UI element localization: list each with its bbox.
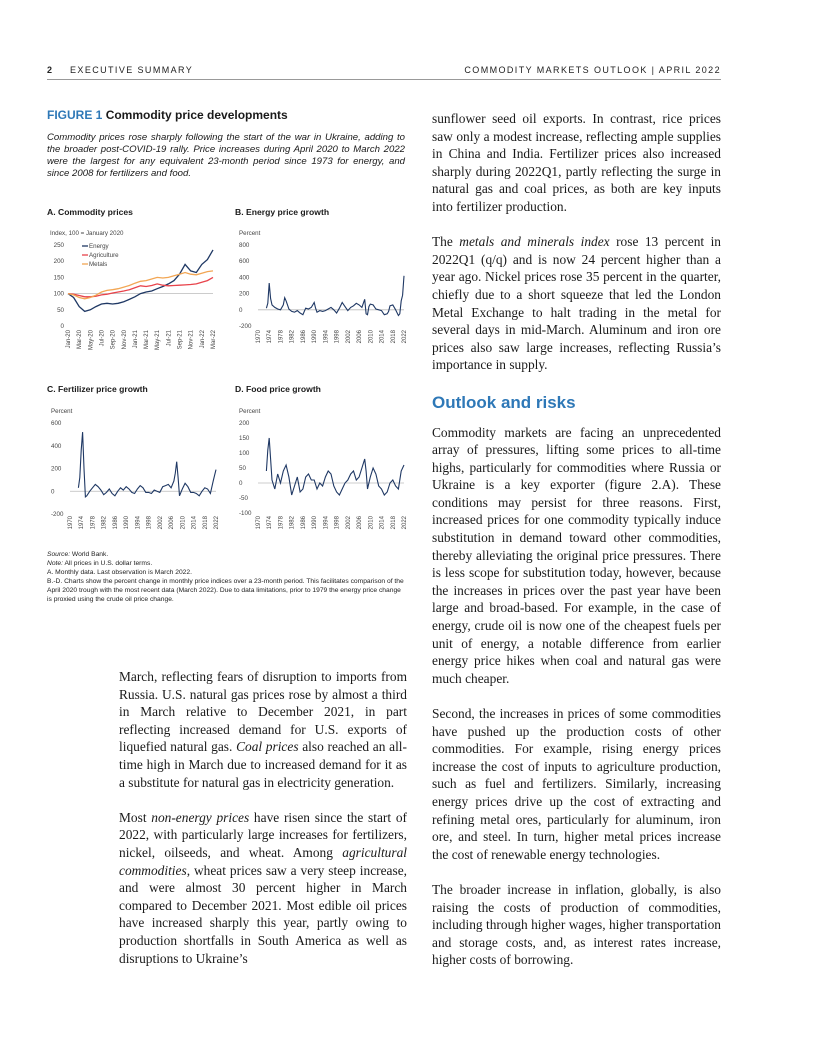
y-axis-label: Index, 100 = January 2020: [50, 230, 124, 237]
panel-c-title: C. Fertilizer price growth: [47, 384, 148, 394]
panel-c-chart: [40, 400, 225, 545]
x-tick-label: 2002: [345, 330, 352, 344]
panel-a-title: A. Commodity prices: [47, 207, 133, 217]
y-tick-label: 200: [239, 290, 250, 298]
x-tick-label: 1982: [289, 330, 296, 344]
x-tick-label: 1986: [300, 516, 307, 530]
panel-b-title: B. Energy price growth: [235, 207, 330, 217]
x-tick-label: 1990: [312, 330, 319, 344]
panel-d-title: D. Food price growth: [235, 384, 321, 394]
y-tick-label: 400: [51, 442, 62, 450]
y-axis-label: Percent: [239, 230, 261, 237]
x-tick-label: 1978: [278, 516, 285, 530]
x-tick-label: 2014: [379, 516, 386, 530]
panel-d-chart: [228, 400, 413, 545]
source-label: Source:: [47, 551, 71, 558]
y-tick-label: -200: [51, 511, 64, 518]
x-tick-label: 2010: [368, 330, 375, 344]
x-tick-label: 1998: [146, 516, 153, 530]
y-tick-label: 600: [239, 258, 250, 266]
x-tick-label: 2002: [345, 516, 352, 530]
x-tick-label: Nov-20: [121, 330, 128, 350]
body-paragraph: The metals and minerals index rose 13 percent in 2022Q1 (q/q) and is now 24 percent higher than a year ago. Nickel prices rose 35 percent in the quarter, chiefly due to a short squeeze that led the London Metal Exchange to halt trading in the metal for several days in mid-March. Aluminum and iron ore prices also saw large increases, reflecting Russia’s importance in supply.: [432, 234, 721, 373]
panel-b-chart: [228, 222, 413, 362]
body-paragraph: Commodity markets are facing an unprecedented array of pressures, lifting some prices to all-time highs, particularly for commodities where Russia or Ukraine is a key exporter (figure 2.A). These conditions may persist for three reasons. First, increased prices for one commodity typically induce substitution in demand toward other commodities, thereby alleviating the original price pressures. There is less scope for substitution today, however, because the increases in prices over the past year have been large and broad-based. For example, in the case of energy, crude oil is now one of the cheapest fuels per unit of energy, a notable difference from earlier energy price hikes when coal and natural gas were much cheaper.: [432, 424, 721, 686]
source-text: World Bank.: [70, 551, 109, 558]
x-tick-label: 1970: [256, 516, 262, 530]
running-header-left: [47, 65, 193, 75]
x-tick-label: 1974: [267, 516, 274, 530]
x-tick-label: 1994: [323, 516, 330, 530]
source-note: [47, 550, 407, 559]
x-tick-label: 1994: [135, 516, 142, 530]
series-line: [266, 438, 404, 495]
x-tick-label: 1974: [79, 516, 86, 530]
header-rule: [47, 79, 721, 80]
section-heading: Outlook and risks: [432, 392, 576, 412]
x-tick-label: 2002: [157, 516, 164, 530]
left-column: [119, 668, 407, 985]
x-tick-label: May-20: [88, 330, 95, 351]
x-tick-label: 1986: [300, 330, 307, 344]
y-tick-label: 800: [239, 242, 250, 249]
right-column: [432, 110, 721, 987]
y-tick-label: 400: [239, 274, 250, 282]
y-tick-label: -50: [239, 495, 248, 502]
body-paragraph: Second, the increases in prices of some commodities have pushed up the production costs of other commodities. For example, rising energy prices increase the cost of inputs to agriculture production, such as fuel and fertilizers. Similarly, increasing energy prices drive up the cost of extracting and refining metal ores, particularly for aluminum, iron ore, and steel. In turn, higher metal prices increase the cost of renewable energy technologies.: [432, 706, 721, 862]
y-tick-label: 150: [53, 274, 64, 282]
x-tick-label: 1978: [278, 330, 285, 344]
page-number: 2: [47, 65, 53, 75]
y-axis-label: Percent: [239, 408, 261, 415]
x-tick-label: 2018: [390, 516, 397, 530]
x-tick-label: 1998: [334, 330, 341, 344]
x-tick-label: 1998: [334, 516, 341, 530]
x-tick-label: 2022: [214, 516, 220, 530]
x-tick-label: May-21: [155, 330, 162, 351]
x-tick-label: Mar-22: [211, 330, 217, 350]
body-paragraph: The broader increase in inflation, globally, is also raising the costs of production of commodities, including through higher wages, higher transportation and storage costs, and, as interest rates increase, higher costs of borrowing.: [432, 881, 721, 968]
figure-subtitle: Commodity prices rose sharply following the start of the war in Ukraine, adding to the broader post-COVID-19 rally. Price increases during April 2020 to March 2022 were the largest for any equivalent 23-month period since 1973 for energy, and since 2008 for fertilizers and food.: [47, 132, 405, 179]
x-tick-label: 1978: [90, 516, 97, 530]
x-tick-label: 2014: [379, 330, 386, 344]
x-tick-label: 1986: [112, 516, 119, 530]
x-tick-label: Jan-20: [66, 330, 72, 349]
y-tick-label: 250: [53, 242, 64, 249]
x-tick-label: Mar-20: [77, 330, 84, 350]
legend-label-metals: Metals: [89, 261, 108, 268]
figure-title-text: Commodity price developments: [105, 108, 288, 122]
y-tick-label: 200: [239, 420, 250, 427]
x-tick-label: 2022: [402, 330, 408, 344]
note-text: All prices in U.S. dollar terms.: [62, 560, 153, 567]
legend-label-energy: Energy: [89, 243, 109, 250]
y-tick-label: -100: [239, 510, 252, 517]
figure-title: [47, 108, 288, 122]
x-tick-label: 2022: [402, 516, 408, 530]
x-tick-label: Mar-21: [144, 330, 151, 350]
body-paragraph: sunflower seed oil exports. In contrast, rice prices saw only a modest increase, reflecting ample supplies in China and India. Fertilizer prices also increased sharply during 2022Q1, partly reflecting the surge in natural gas and coal prices, as both are key inputs into fertilizer production.: [432, 111, 721, 214]
x-tick-label: 1990: [124, 516, 131, 530]
section-name: EXECUTIVE SUMMARY: [70, 65, 194, 75]
x-tick-label: Nov-21: [188, 330, 195, 350]
x-tick-label: Jul-20: [99, 330, 106, 347]
x-tick-label: 2010: [180, 516, 187, 530]
panel-a-chart: [40, 222, 225, 362]
y-tick-label: 0: [51, 488, 55, 496]
x-tick-label: 1970: [256, 330, 262, 344]
x-tick-label: Sep-20: [110, 330, 117, 350]
x-tick-label: 2010: [368, 516, 375, 530]
y-tick-label: 200: [53, 258, 64, 266]
x-tick-label: 2018: [202, 516, 209, 530]
x-tick-label: 2006: [169, 516, 176, 530]
x-tick-label: 2014: [191, 516, 198, 530]
y-tick-label: -200: [239, 323, 252, 330]
x-tick-label: 2018: [390, 330, 397, 344]
y-tick-label: 100: [53, 290, 64, 298]
y-axis-label: Percent: [51, 408, 73, 415]
body-paragraph: Most non-energy prices have risen since the start of 2022, with particularly large increases for fertilizers, nickel, oilseeds, and wheat. Among agricultural commodities, wheat prices saw a very steep increase, and were almost 30 percent higher in March compared to December 2021. Most edible oil prices have increased sharply this year, partly owing to production shortfalls in South America as well as disruptions to Ukraine’s: [119, 809, 407, 966]
note-line: [47, 559, 407, 568]
x-tick-label: Jul-21: [166, 330, 173, 347]
x-tick-label: 1994: [323, 330, 330, 344]
figure-number: FIGURE 1: [47, 108, 103, 122]
x-tick-label: 1982: [289, 516, 296, 530]
x-tick-label: 2006: [357, 330, 364, 344]
x-tick-label: 1970: [68, 516, 74, 530]
x-tick-label: 1990: [312, 516, 319, 530]
note-bd: B.-D. Charts show the percent change in monthly price indices over a 23-month period. This facilitates comparison of the April 2020 trough with the most recent data (March 2022). Due to data limitations, prior to 1979 the energy price change is proxied using the crude oil price change.: [47, 578, 404, 603]
y-tick-label: 100: [239, 450, 250, 457]
x-tick-label: Jan-22: [199, 330, 206, 349]
y-tick-label: 0: [60, 323, 64, 330]
x-tick-label: 2006: [357, 516, 364, 530]
y-tick-label: 150: [239, 435, 250, 442]
legend-label-agriculture: Agriculture: [89, 252, 119, 259]
figure-notes: [47, 550, 407, 604]
x-tick-label: Sep-21: [177, 330, 184, 350]
x-tick-label: 1982: [101, 516, 108, 530]
y-tick-label: 0: [239, 306, 243, 314]
series-line: [78, 432, 216, 497]
note-a: A. Monthly data. Last observation is March 2022.: [47, 569, 192, 576]
y-tick-label: 200: [51, 465, 62, 473]
y-tick-label: 0: [239, 480, 243, 487]
note-label: Note:: [47, 560, 63, 567]
publication-title: COMMODITY MARKETS OUTLOOK | APRIL 2022: [464, 65, 721, 75]
body-paragraph: March, reflecting fears of disruption to imports from Russia. U.S. natural gas prices rose by almost a third in March relative to December 2021, in part reflecting increased demand for U.S. exports of liquefied natural gas. Coal prices also reached an all-time high in March due to increased demand for it as a substitute for natural gas in electricity generation.: [119, 669, 407, 790]
y-tick-label: 600: [51, 420, 62, 427]
y-tick-label: 50: [239, 465, 246, 472]
x-tick-label: 1974: [267, 330, 274, 344]
y-tick-label: 50: [57, 306, 64, 314]
x-tick-label: Jan-21: [132, 330, 139, 349]
